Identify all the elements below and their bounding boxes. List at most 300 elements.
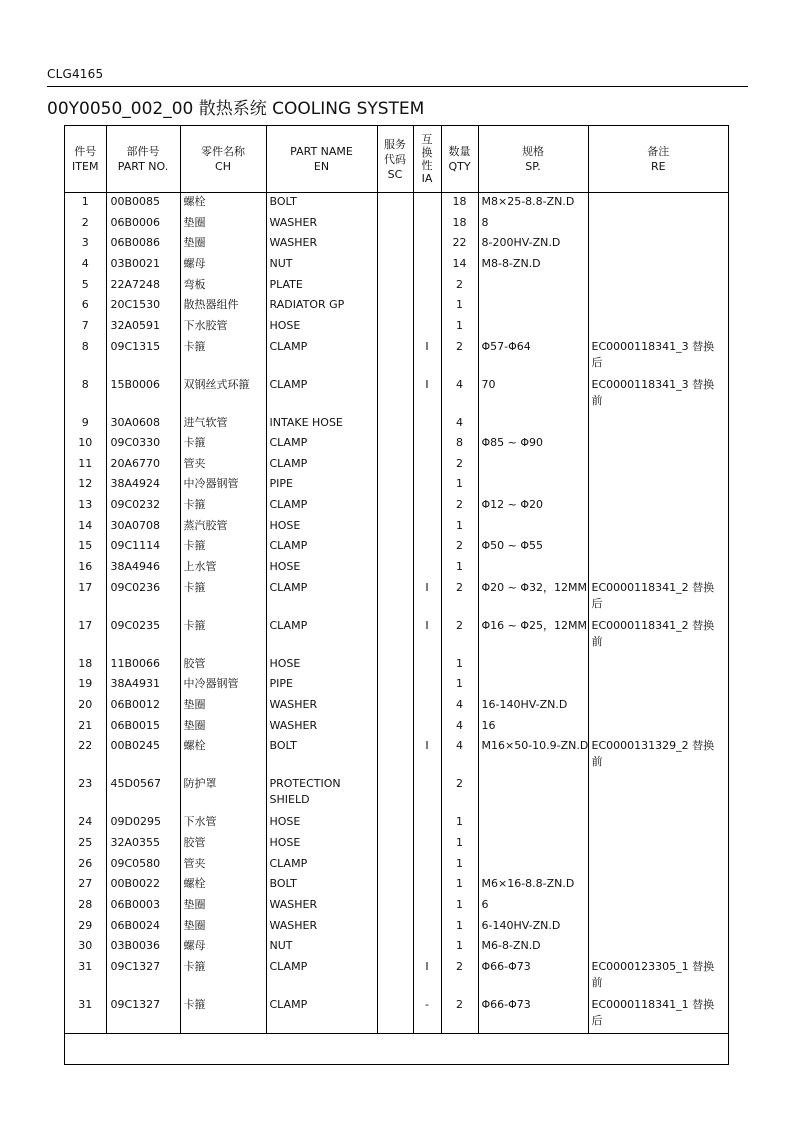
header-name-en: PART NAME EN [266,126,377,193]
sc-cell [377,496,413,517]
name-en-cell: CLAMP [266,996,377,1034]
table-row [65,855,728,876]
remark-cell: EC0000118341_3 替换前 [588,376,728,414]
sc-cell [377,996,413,1034]
table-row [65,414,728,435]
remark-cell [588,655,728,676]
sc-cell [377,775,413,813]
ia-cell [413,896,441,917]
qty-cell: 1 [441,917,478,938]
name-en-cell: PROTECTION SHIELD [266,775,377,813]
part-no-cell: 06B0015 [106,717,180,738]
table-row [65,813,728,834]
spec-cell [478,475,588,496]
header-sc: 服务 代码 SC [377,126,413,193]
name-ch-cell: 进气软管 [180,414,266,435]
model-code: CLG4165 [47,67,104,81]
table-row [65,537,728,558]
name-en-cell: BOLT [266,875,377,896]
name-en-cell: BOLT [266,193,377,214]
item-cell: 15 [78,539,93,553]
name-en-cell: CLAMP [266,496,377,517]
item-cell: 7 [81,318,89,332]
name-ch-cell: 中冷器钢管 [180,475,266,496]
part-no-cell: 03B0021 [106,255,180,276]
part-no-cell: 38A4931 [106,675,180,696]
table-row [65,696,728,717]
remark-cell [588,855,728,876]
qty-cell: 2 [441,775,478,813]
remark-cell [588,675,728,696]
ia-cell [413,255,441,276]
name-en-cell: RADIATOR GP [266,296,377,317]
part-no-cell: 09C0580 [106,855,180,876]
spec-cell: Φ66-Φ73 [478,996,588,1034]
spec-cell: 70 [478,376,588,414]
name-ch-cell: 卡箍 [180,617,266,655]
qty-cell: 4 [441,717,478,738]
name-ch-cell: 卡箍 [180,958,266,996]
header-part-no: 部件号 PART NO. [106,126,180,193]
ia-cell [413,296,441,317]
qty-cell: 1 [441,855,478,876]
spec-cell [478,558,588,579]
name-en-cell: WASHER [266,214,377,235]
name-ch-cell: 卡箍 [180,537,266,558]
ia-cell [413,937,441,958]
sc-cell [377,855,413,876]
name-en-cell: HOSE [266,655,377,676]
header-item: 件号 ITEM [65,126,106,193]
table-row [65,937,728,958]
ia-cell [413,475,441,496]
item-cell: 25 [78,835,93,849]
ia-cell: I [413,376,441,414]
item-cell: 5 [81,277,89,291]
qty-cell: 2 [441,276,478,297]
name-en-cell: HOSE [266,558,377,579]
item-cell: 24 [78,815,93,829]
ia-cell [413,537,441,558]
item-cell: 31 [78,997,93,1011]
item-cell: 18 [78,656,93,670]
name-en-cell: WASHER [266,917,377,938]
ia-cell [413,317,441,338]
sc-cell [377,214,413,235]
table-header-row [65,126,728,193]
sc-cell [377,455,413,476]
ia-cell: I [413,617,441,655]
spec-cell: M6-8-ZN.D [478,937,588,958]
spec-cell [478,675,588,696]
qty-cell: 2 [441,617,478,655]
table-row [65,338,728,376]
name-ch-cell: 垫圈 [180,717,266,738]
item-cell: 22 [78,739,93,753]
sc-cell [377,234,413,255]
item-cell: 17 [78,580,93,594]
table-row [65,896,728,917]
table-row [65,455,728,476]
ia-cell [413,917,441,938]
part-no-cell: 11B0066 [106,655,180,676]
spec-cell: M6×16-8.8-ZN.D [478,875,588,896]
item-cell: 11 [78,456,93,470]
header-re: 备注 RE [588,126,728,193]
item-cell: 8 [81,339,89,353]
item-cell: 16 [78,560,93,574]
name-en-cell: NUT [266,255,377,276]
name-en-cell: CLAMP [266,958,377,996]
qty-cell: 1 [441,937,478,958]
remark-cell [588,193,728,214]
remark-cell [588,317,728,338]
part-no-cell: 09C0330 [106,434,180,455]
name-ch-cell: 卡箍 [180,579,266,617]
sc-cell [377,434,413,455]
part-no-cell: 38A4946 [106,558,180,579]
ia-cell [413,517,441,538]
sc-cell [377,414,413,435]
name-ch-cell: 螺母 [180,255,266,276]
spec-cell: 16 [478,717,588,738]
part-no-cell: 32A0355 [106,834,180,855]
sc-cell [377,896,413,917]
qty-cell: 1 [441,813,478,834]
sc-cell [377,717,413,738]
spec-cell [478,317,588,338]
sc-cell [377,696,413,717]
spec-cell: 6-140HV-ZN.D [478,917,588,938]
spec-cell: Φ57-Φ64 [478,338,588,376]
sc-cell [377,834,413,855]
remark-cell: EC0000118341_3 替换后 [588,338,728,376]
spec-cell: Φ85 ~ Φ90 [478,434,588,455]
ia-cell [413,717,441,738]
ia-cell: I [413,579,441,617]
item-cell: 9 [81,415,89,429]
item-cell: 20 [78,697,93,711]
sc-cell [377,917,413,938]
part-no-cell: 20C1530 [106,296,180,317]
remark-cell [588,434,728,455]
sc-cell [377,617,413,655]
name-ch-cell: 双钢丝式环箍 [180,376,266,414]
sc-cell [377,296,413,317]
remark-cell [588,517,728,538]
table-row [65,655,728,676]
name-ch-cell: 卡箍 [180,996,266,1034]
item-cell: 6 [81,298,89,312]
spec-cell [478,655,588,676]
qty-cell: 4 [441,376,478,414]
item-cell: 28 [78,897,93,911]
remark-cell [588,896,728,917]
name-en-cell: HOSE [266,517,377,538]
remark-cell: EC0000118341_2 替换后 [588,579,728,617]
part-no-cell: 30A0608 [106,414,180,435]
table-row [65,296,728,317]
sc-cell [377,255,413,276]
table-row [65,617,728,655]
qty-cell: 1 [441,896,478,917]
part-no-cell: 06B0086 [106,234,180,255]
sc-cell [377,193,413,214]
qty-cell: 2 [441,338,478,376]
spec-cell [478,813,588,834]
remark-cell [588,775,728,813]
name-ch-cell: 管夹 [180,455,266,476]
table-row [65,255,728,276]
qty-cell: 2 [441,537,478,558]
name-ch-cell: 卡箍 [180,496,266,517]
sc-cell [377,579,413,617]
name-en-cell: HOSE [266,317,377,338]
part-no-cell: 03B0036 [106,937,180,958]
name-ch-cell: 散热器组件 [180,296,266,317]
remark-cell [588,214,728,235]
item-cell: 27 [78,877,93,891]
spec-cell [478,296,588,317]
name-en-cell: CLAMP [266,537,377,558]
name-en-cell: HOSE [266,813,377,834]
ia-cell [413,775,441,813]
item-cell: 2 [81,215,89,229]
sc-cell [377,376,413,414]
spec-cell [478,276,588,297]
part-no-cell: 00B0245 [106,737,180,775]
spec-cell: 8-200HV-ZN.D [478,234,588,255]
name-en-cell: WASHER [266,896,377,917]
table-body [65,193,728,1035]
header-qty: 数量 QTY [441,126,478,193]
name-en-cell: PLATE [266,276,377,297]
part-no-cell: 45D0567 [106,775,180,813]
qty-cell: 18 [441,193,478,214]
remark-cell: EC0000118341_1 替换后 [588,996,728,1034]
remark-cell [588,696,728,717]
name-ch-cell: 卡箍 [180,338,266,376]
sc-cell [377,475,413,496]
qty-cell: 2 [441,996,478,1034]
header-name-ch: 零件名称 CH [180,126,266,193]
part-no-cell: 06B0012 [106,696,180,717]
part-no-cell: 09C1315 [106,338,180,376]
name-ch-cell: 下水胶管 [180,317,266,338]
ia-cell [413,276,441,297]
item-cell: 13 [78,498,93,512]
name-en-cell: CLAMP [266,855,377,876]
ia-cell [413,434,441,455]
table-row [65,317,728,338]
ia-cell: I [413,958,441,996]
remark-cell [588,917,728,938]
table-row [65,996,728,1034]
table-row [65,579,728,617]
part-no-cell: 06B0024 [106,917,180,938]
sc-cell [377,338,413,376]
qty-cell: 2 [441,579,478,617]
name-ch-cell: 防护罩 [180,775,266,813]
header-ia: 互 换 性 IA [413,126,441,193]
remark-cell [588,255,728,276]
sc-cell [377,737,413,775]
table-row [65,434,728,455]
part-no-cell: 00B0085 [106,193,180,214]
remark-cell [588,234,728,255]
ia-cell [413,696,441,717]
remark-cell [588,558,728,579]
name-en-cell: CLAMP [266,434,377,455]
part-no-cell: 00B0022 [106,875,180,896]
name-ch-cell: 螺母 [180,937,266,958]
qty-cell: 1 [441,875,478,896]
sc-cell [377,675,413,696]
qty-cell: 1 [441,296,478,317]
name-en-cell: HOSE [266,834,377,855]
table-row [65,234,728,255]
item-cell: 17 [78,618,93,632]
qty-cell: 1 [441,317,478,338]
name-en-cell: CLAMP [266,376,377,414]
table-row [65,376,728,414]
table-row [65,737,728,775]
table-row [65,675,728,696]
part-no-cell: 38A4924 [106,475,180,496]
part-no-cell: 09C0236 [106,579,180,617]
spec-cell: M8×25-8.8-ZN.D [478,193,588,214]
remark-cell [588,296,728,317]
table-row [65,775,728,813]
name-ch-cell: 上水管 [180,558,266,579]
qty-cell: 2 [441,496,478,517]
ia-cell [413,834,441,855]
spec-cell: Φ66-Φ73 [478,958,588,996]
qty-cell: 1 [441,675,478,696]
part-no-cell: 06B0003 [106,896,180,917]
ia-cell [413,875,441,896]
table-row [65,276,728,297]
name-ch-cell: 螺栓 [180,737,266,775]
sc-cell [377,317,413,338]
part-no-cell: 09C0235 [106,617,180,655]
qty-cell: 4 [441,696,478,717]
remark-cell [588,276,728,297]
spec-cell [478,834,588,855]
qty-cell: 1 [441,834,478,855]
ia-cell [413,558,441,579]
part-no-cell: 09C0232 [106,496,180,517]
spec-cell: 6 [478,896,588,917]
name-ch-cell: 螺栓 [180,875,266,896]
item-cell: 19 [78,677,93,691]
sc-cell [377,558,413,579]
remark-cell [588,475,728,496]
header-rule [47,86,748,87]
remark-cell [588,537,728,558]
ia-cell [413,193,441,214]
ia-cell [413,813,441,834]
ia-cell: I [413,737,441,775]
table-row [65,717,728,738]
ia-cell [413,214,441,235]
name-en-cell: PIPE [266,675,377,696]
item-cell: 31 [78,959,93,973]
item-cell: 14 [78,518,93,532]
qty-cell: 1 [441,655,478,676]
spec-cell [478,517,588,538]
table-row [65,193,728,214]
ia-cell [413,455,441,476]
qty-cell: 1 [441,475,478,496]
name-en-cell: WASHER [266,234,377,255]
item-cell: 1 [81,195,89,208]
name-ch-cell: 螺栓 [180,193,266,214]
spec-cell: Φ12 ~ Φ20 [478,496,588,517]
item-cell: 30 [78,939,93,953]
qty-cell: 4 [441,414,478,435]
name-ch-cell: 中冷器钢管 [180,675,266,696]
spec-cell [478,855,588,876]
spec-cell: Φ20 ~ Φ32，12MM [478,579,588,617]
name-en-cell: BOLT [266,737,377,775]
page-title: 00Y0050_002_00 散热系统 COOLING SYSTEM [47,99,425,119]
name-en-cell: WASHER [266,696,377,717]
name-ch-cell: 垫圈 [180,896,266,917]
name-en-cell: CLAMP [266,617,377,655]
item-cell: 10 [78,436,93,450]
remark-cell [588,455,728,476]
sc-cell [377,655,413,676]
header-sp: 规格 SP. [478,126,588,193]
part-no-cell: 09D0295 [106,813,180,834]
parts-table [65,126,728,1034]
part-no-cell: 22A7248 [106,276,180,297]
name-ch-cell: 弯板 [180,276,266,297]
remark-cell [588,414,728,435]
qty-cell: 22 [441,234,478,255]
parts-list-frame [64,125,729,1065]
sc-cell [377,875,413,896]
remark-cell: EC0000123305_1 替换前 [588,958,728,996]
ia-cell [413,234,441,255]
remark-cell [588,937,728,958]
remark-cell [588,717,728,738]
ia-cell: - [413,996,441,1034]
name-en-cell: INTAKE HOSE [266,414,377,435]
sc-cell [377,517,413,538]
name-ch-cell: 垫圈 [180,214,266,235]
remark-cell [588,875,728,896]
spec-cell: Φ50 ~ Φ55 [478,537,588,558]
ia-cell [413,496,441,517]
footer-row [65,1033,728,1034]
item-cell: 29 [78,918,93,932]
name-ch-cell: 管夹 [180,855,266,876]
ia-cell [413,675,441,696]
sc-cell [377,813,413,834]
table-row [65,875,728,896]
part-no-cell: 30A0708 [106,517,180,538]
name-en-cell: CLAMP [266,579,377,617]
ia-cell: I [413,338,441,376]
name-ch-cell: 胶管 [180,655,266,676]
table-row [65,558,728,579]
part-no-cell: 09C1327 [106,996,180,1034]
item-cell: 23 [78,777,93,791]
spec-cell: M16×50-10.9-ZN.D [478,737,588,775]
name-ch-cell: 卡箍 [180,434,266,455]
